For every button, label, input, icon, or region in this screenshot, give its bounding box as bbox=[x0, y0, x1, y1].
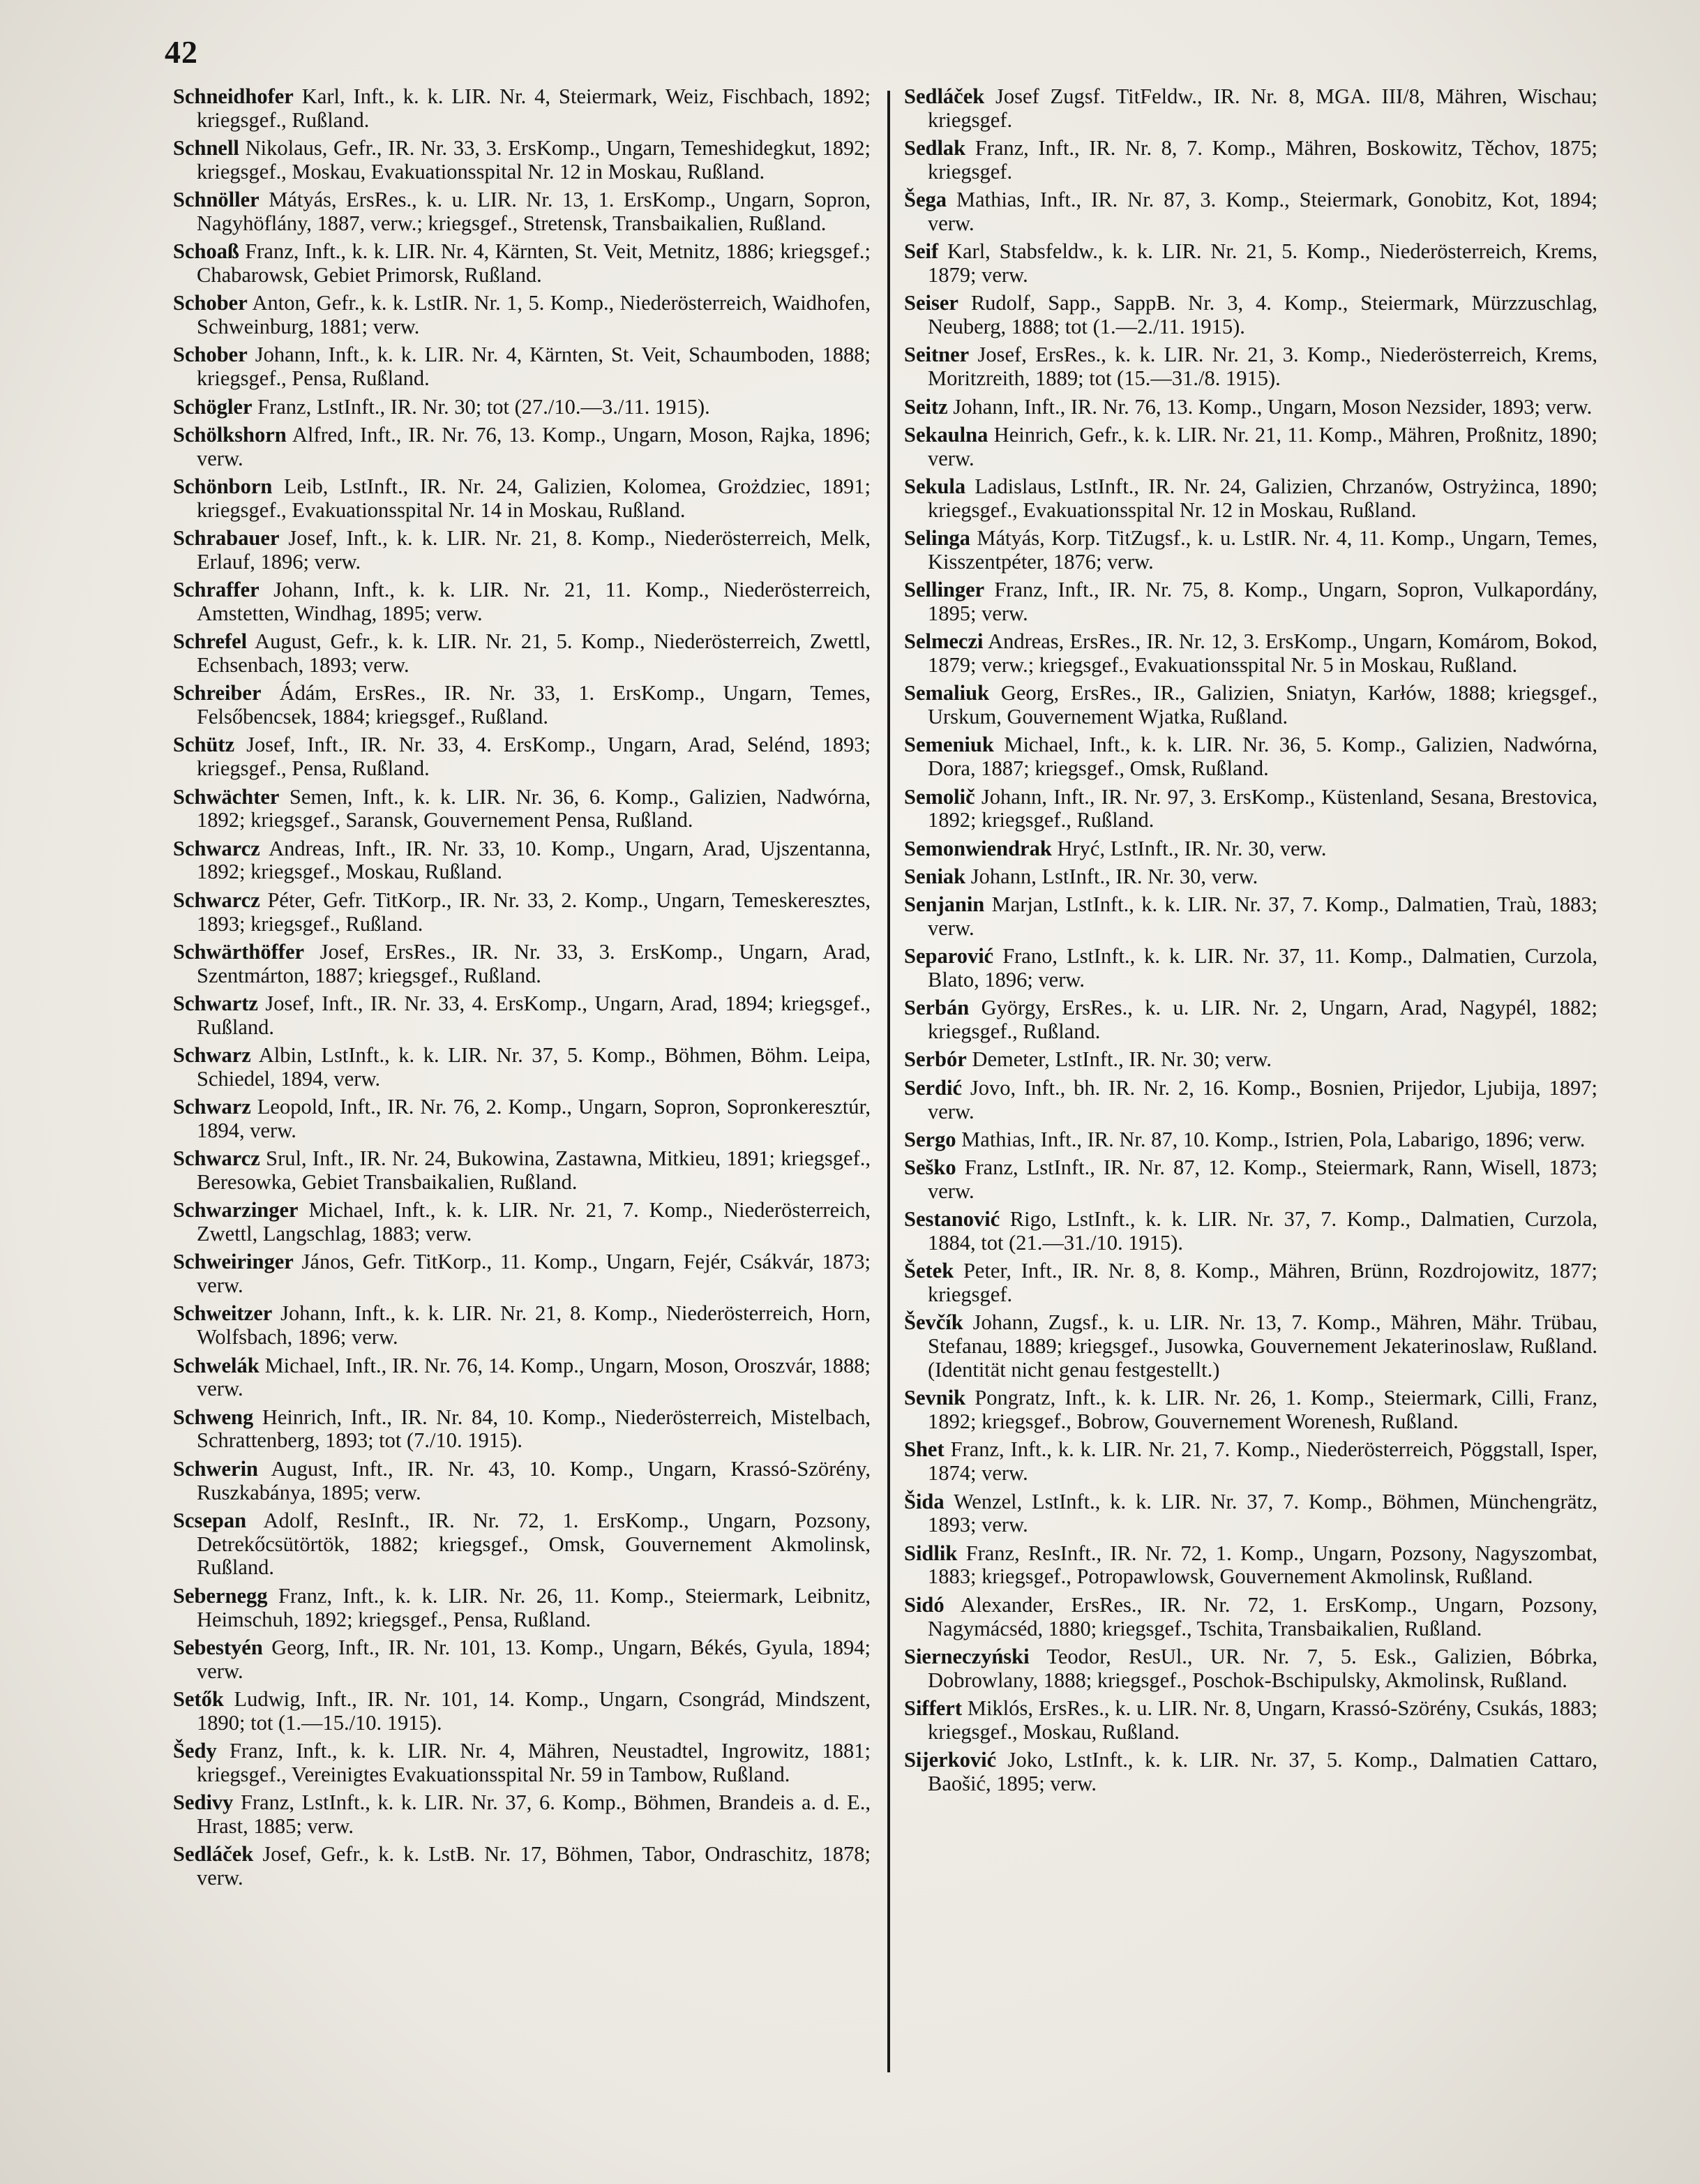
register-entry bbox=[173, 1354, 871, 1402]
register-entry bbox=[173, 1688, 871, 1735]
entry-surname: Separović bbox=[904, 944, 994, 968]
register-entry bbox=[904, 786, 1597, 833]
entry-surname: Serbán bbox=[904, 996, 970, 1020]
register-entry bbox=[173, 1095, 871, 1143]
register-entry bbox=[173, 475, 871, 523]
register-entry bbox=[904, 578, 1597, 626]
entry-details: Rudolf, Sapp., SappB. Nr. 3, 4. Komp., Steiermark, Mürzzuschlag, Neuberg, 1888; tot (1.—2./11. 1915). bbox=[928, 291, 1597, 339]
register-entry bbox=[173, 630, 871, 678]
entry-surname: Serbór bbox=[904, 1047, 967, 1072]
entry-details: August, Inft., IR. Nr. 43, 10. Komp., Ungarn, Krassó-Szörény, Ruszkabánya, 1895; verw. bbox=[197, 1456, 871, 1504]
register-entry bbox=[904, 837, 1597, 861]
entry-surname: Sedláček bbox=[904, 84, 985, 108]
register-entry bbox=[173, 527, 871, 574]
entry-surname: Schütz bbox=[173, 733, 235, 757]
register-entry bbox=[173, 1406, 871, 1453]
register-entry bbox=[173, 85, 871, 133]
entry-surname: Schönborn bbox=[173, 474, 273, 498]
entry-details: Franz, Inft., k. k. LIR. Nr. 26, 11. Komp., Steiermark, Leibnitz, Heimschuh, 1892; kriegsgef., Pensa, Rußland. bbox=[197, 1583, 871, 1631]
entry-details: Franz, Inft., IR. Nr. 8, 7. Komp., Mähren, Boskowitz, Těchov, 1875; kriegsgef. bbox=[928, 136, 1597, 184]
entry-surname: Setők bbox=[173, 1686, 224, 1711]
entry-surname: Schober bbox=[173, 291, 248, 315]
register-entry bbox=[173, 1585, 871, 1632]
register-entry bbox=[173, 733, 871, 781]
entry-surname: Selmeczi bbox=[904, 629, 984, 654]
register-entry bbox=[173, 1147, 871, 1195]
entry-details: Johann, Inft., IR. Nr. 76, 13. Komp., Ungarn, Moson Nezsider, 1893; verw. bbox=[947, 394, 1593, 419]
left-column bbox=[173, 85, 871, 1894]
entry-details: Josef, Gefr., k. k. LstB. Nr. 17, Böhmen, Tabor, Ondraschitz, 1878; verw. bbox=[197, 1842, 871, 1890]
entry-surname: Schölkshorn bbox=[173, 422, 287, 447]
entry-details: Michael, Inft., k. k. LIR. Nr. 21, 7. Komp., Niederösterreich, Zwettl, Langschlag, 1883; verw. bbox=[197, 1198, 871, 1246]
entry-surname: Schwarz bbox=[173, 1042, 251, 1067]
register-entry bbox=[173, 1250, 871, 1298]
register-entry bbox=[904, 1542, 1597, 1590]
entry-surname: Šega bbox=[904, 188, 947, 212]
register-entry bbox=[173, 1509, 871, 1580]
entry-surname: Schrefel bbox=[173, 629, 248, 654]
entry-details: Johann, Inft., k. k. LIR. Nr. 4, Kärnten, St. Veit, Schaumboden, 1888; kriegsgef., Pensa, Rußland. bbox=[197, 343, 871, 391]
entry-details: Franz, Inft., k. k. LIR. Nr. 21, 7. Komp., Niederösterreich, Pöggstall, Isper, 1874; verw. bbox=[928, 1437, 1597, 1486]
entry-details: Franz, LstInft., IR. Nr. 87, 12. Komp., Steiermark, Rann, Wisell, 1873; verw. bbox=[928, 1155, 1597, 1203]
register-entry bbox=[904, 137, 1597, 184]
entry-surname: Sestanović bbox=[904, 1207, 1000, 1232]
entry-surname: Senjanin bbox=[904, 892, 985, 917]
entry-details: Pongratz, Inft., k. k. LIR. Nr. 26, 1. Komp., Steiermark, Cilli, Franz, 1892; kriegsgef., Bobrow, Gouvernement Worenesh, Rußland. bbox=[928, 1386, 1597, 1434]
register-entry bbox=[173, 578, 871, 626]
entry-surname: Schraffer bbox=[173, 578, 259, 602]
register-entry bbox=[904, 475, 1597, 523]
register-entry bbox=[904, 527, 1597, 574]
entry-details: Ladislaus, LstInft., IR. Nr. 24, Galizien, Chrzanów, Ostryżinca, 1890; kriegsgef., Evakuationsspital Nr. 12 in Moskau, Rußland. bbox=[928, 474, 1597, 522]
register-entry bbox=[904, 1438, 1597, 1486]
entry-details: Frano, LstInft., k. k. LIR. Nr. 37, 11. Komp., Dalmatien, Curzola, Blato, 1896; verw. bbox=[928, 944, 1597, 992]
entry-surname: Sebernegg bbox=[173, 1583, 268, 1608]
register-entry bbox=[173, 1044, 871, 1091]
entry-details: János, Gefr. TitKorp., 11. Komp., Ungarn, Fejér, Csákvár, 1873; verw. bbox=[197, 1250, 871, 1298]
entry-surname: Seniak bbox=[904, 864, 966, 888]
register-entry bbox=[173, 786, 871, 833]
entry-details: Miklós, ErsRes., k. u. LIR. Nr. 8, Ungarn, Krassó-Szörény, Csukás, 1883; kriegsgef., Moskau, Rußland. bbox=[928, 1696, 1597, 1744]
entry-surname: Schwärthöffer bbox=[173, 939, 305, 964]
entry-surname: Sergo bbox=[904, 1127, 956, 1151]
register-entry bbox=[173, 240, 871, 287]
entry-details: Alexander, ErsRes., IR. Nr. 72, 1. ErsKomp., Ungarn, Pozsony, Nagymácséd, 1880; kriegsgef., Tschita, Transbaikalien, Rußland. bbox=[928, 1592, 1597, 1640]
page-number: 42 bbox=[165, 34, 198, 70]
entry-details: Johann, LstInft., IR. Nr. 30, verw. bbox=[965, 864, 1258, 888]
register-entry bbox=[904, 865, 1597, 889]
register-entry bbox=[904, 343, 1597, 391]
entry-surname: Sebestyén bbox=[173, 1635, 263, 1659]
entry-details: Josef, Inft., k. k. LIR. Nr. 21, 8. Komp., Niederösterreich, Melk, Erlauf, 1896; verw. bbox=[197, 526, 871, 574]
register-entry bbox=[904, 1128, 1597, 1152]
entry-details: Demeter, LstInft., IR. Nr. 30; verw. bbox=[966, 1047, 1272, 1072]
entry-surname: Schreiber bbox=[173, 681, 262, 705]
entry-details: Andreas, Inft., IR. Nr. 33, 10. Komp., Ungarn, Arad, Ujszentanna, 1892; kriegsgef., Moskau, Rußland. bbox=[197, 836, 871, 884]
register-entry bbox=[173, 188, 871, 236]
entry-surname: Šetek bbox=[904, 1259, 954, 1283]
entry-surname: Semeniuk bbox=[904, 733, 994, 757]
entry-details: Josef, ErsRes., IR. Nr. 33, 3. ErsKomp., Ungarn, Arad, Szentmárton, 1887; kriegsgef., Rußland. bbox=[197, 939, 871, 987]
entry-details: Georg, ErsRes., IR., Galizien, Sniatyn, Karłów, 1888; kriegsgef., Urskum, Gouvernement Wjatka, Rußland. bbox=[928, 681, 1597, 729]
entry-surname: Semonwiendrak bbox=[904, 836, 1052, 860]
entry-details: Mathias, Inft., IR. Nr. 87, 3. Komp., Steiermark, Gonobitz, Kot, 1894; verw. bbox=[928, 188, 1597, 235]
entry-surname: Schwarcz bbox=[173, 888, 260, 912]
register-entry bbox=[904, 996, 1597, 1044]
register-entry bbox=[173, 1199, 871, 1246]
register-entry bbox=[173, 1843, 871, 1890]
entry-details: Michael, Inft., IR. Nr. 76, 14. Komp., Ungarn, Moson, Oroszvár, 1888; verw. bbox=[197, 1353, 871, 1401]
entry-surname: Schwächter bbox=[173, 784, 280, 809]
entry-surname: Serdić bbox=[904, 1075, 963, 1100]
entry-details: Ludwig, Inft., IR. Nr. 101, 14. Komp., Ungarn, Csongrád, Mindszent, 1890; tot (1.—15./10. 1915). bbox=[197, 1686, 871, 1735]
entry-surname: Sedivy bbox=[173, 1790, 234, 1815]
entry-surname: Schögler bbox=[173, 394, 253, 419]
entry-details: Franz, Inft., k. k. LIR. Nr. 4, Mähren, Neustadtel, Ingrowitz, 1881; kriegsgef., Vereinigtes Evakuationsspital Nr. 59 in Tambow, Rußland. bbox=[197, 1739, 871, 1786]
register-entry bbox=[904, 1259, 1597, 1307]
register-entry bbox=[173, 1791, 871, 1839]
register-entry bbox=[173, 424, 871, 471]
entry-surname: Šedy bbox=[173, 1739, 217, 1763]
entry-details: Rigo, LstInft., k. k. LIR. Nr. 37, 7. Komp., Dalmatien, Curzola, 1884, tot (21.—31./10. 1915). bbox=[928, 1207, 1597, 1255]
right-column bbox=[904, 85, 1597, 1800]
register-entry bbox=[904, 733, 1597, 781]
entry-surname: Seško bbox=[904, 1155, 956, 1180]
entry-surname: Šida bbox=[904, 1489, 945, 1513]
column-divider bbox=[887, 91, 890, 2072]
entry-details: Adolf, ResInft., IR. Nr. 72, 1. ErsKomp., Ungarn, Pozsony, Detrekőcsütörtök, 1882; kriegsgef., Omsk, Gouvernement Akmolinsk, Rußland. bbox=[197, 1508, 871, 1580]
register-entry bbox=[904, 1048, 1597, 1072]
entry-surname: Schwelák bbox=[173, 1353, 259, 1377]
register-entry bbox=[904, 1208, 1597, 1255]
register-entry bbox=[904, 1077, 1597, 1124]
entry-surname: Schweiringer bbox=[173, 1250, 294, 1274]
register-entry bbox=[904, 188, 1597, 236]
entry-details: Hryć, LstInft., IR. Nr. 30, verw. bbox=[1051, 836, 1327, 860]
register-entry bbox=[173, 396, 871, 419]
entry-surname: Schoaß bbox=[173, 239, 239, 264]
entry-surname: Schweitzer bbox=[173, 1301, 273, 1326]
entry-details: Josef Zugsf. TitFeldw., IR. Nr. 8, MGA. III/8, Mähren, Wischau; kriegsgef. bbox=[928, 84, 1597, 132]
register-entry bbox=[173, 941, 871, 988]
entry-details: Teodor, ResUl., UR. Nr. 7, 5. Esk., Galizien, Bóbrka, Dobrowlany, 1888; kriegsgef., Poschok-Bschipulsky, Akmolinsk, Rußland. bbox=[928, 1644, 1597, 1692]
register-entry bbox=[904, 292, 1597, 339]
entry-surname: Semolič bbox=[904, 784, 975, 809]
entry-surname: Seiser bbox=[904, 291, 958, 315]
entry-surname: Sellinger bbox=[904, 578, 985, 602]
entry-details: Franz, LstInft., IR. Nr. 30; tot (27./10.—3./11. 1915). bbox=[252, 394, 710, 419]
register-entry bbox=[904, 1490, 1597, 1538]
entry-details: Andreas, ErsRes., IR. Nr. 12, 3. ErsKomp., Ungarn, Komárom, Bokod, 1879; verw.; kriegsgef., Evakuationsspital Nr. 5 in Moskau, Rußland. bbox=[928, 629, 1597, 678]
entry-surname: Seitz bbox=[904, 394, 948, 419]
entry-details: Josef, Inft., IR. Nr. 33, 4. ErsKomp., Ungarn, Arad, Selénd, 1893; kriegsgef., Pensa, Rußland. bbox=[197, 733, 871, 781]
entry-details: Georg, Inft., IR. Nr. 101, 13. Komp., Ungarn, Békés, Gyula, 1894; verw. bbox=[197, 1635, 871, 1683]
register-entry bbox=[173, 343, 871, 391]
entry-surname: Schnell bbox=[173, 136, 239, 160]
entry-details: Mátyás, ErsRes., k. u. LIR. Nr. 13, 1. ErsKomp., Ungarn, Sopron, Nagyhöflány, 1887, verw.; kriegsgef., Stretensk, Transbaikalien, Rußland. bbox=[197, 188, 871, 235]
register-entry bbox=[904, 85, 1597, 133]
entry-details: Mátyás, Korp. TitZugsf., k. u. LstIR. Nr. 4, 11. Komp., Ungarn, Temes, Kisszentpéter, 1876; verw. bbox=[928, 526, 1597, 574]
entry-details: Johann, Inft., k. k. LIR. Nr. 21, 11. Komp., Niederösterreich, Amstetten, Windhag, 1895; verw. bbox=[197, 578, 871, 625]
entry-details: Mathias, Inft., IR. Nr. 87, 10. Komp., Istrien, Pola, Labarigo, 1896; verw. bbox=[956, 1127, 1586, 1151]
register-entry bbox=[904, 424, 1597, 471]
entry-details: August, Gefr., k. k. LIR. Nr. 21, 5. Komp., Niederösterreich, Zwettl, Echsenbach, 1893; verw. bbox=[197, 629, 871, 678]
register-entry bbox=[904, 682, 1597, 729]
entry-details: Albin, LstInft., k. k. LIR. Nr. 37, 5. Komp., Böhmen, Böhm. Leipa, Schiedel, 1894, verw. bbox=[197, 1042, 871, 1091]
entry-details: Wenzel, LstInft., k. k. LIR. Nr. 37, 7. Komp., Böhmen, Münchengrätz, 1893; verw. bbox=[928, 1489, 1597, 1537]
entry-details: Alfred, Inft., IR. Nr. 76, 13. Komp., Ungarn, Moson, Rajka, 1896; verw. bbox=[197, 422, 871, 470]
entry-surname: Schwarzinger bbox=[173, 1198, 299, 1222]
register-entry bbox=[904, 1645, 1597, 1693]
entry-details: Jovo, Inft., bh. IR. Nr. 2, 16. Komp., Bosnien, Prijedor, Ljubija, 1897; verw. bbox=[928, 1075, 1597, 1123]
entry-surname: Sevnik bbox=[904, 1386, 966, 1410]
register-entry bbox=[173, 137, 871, 184]
register-entry bbox=[173, 1740, 871, 1787]
entry-surname: Ševčík bbox=[904, 1310, 963, 1335]
entry-details: Karl, Inft., k. k. LIR. Nr. 4, Steiermark, Weiz, Fischbach, 1892; kriegsgef., Rußland. bbox=[197, 84, 871, 132]
register-entry bbox=[904, 1311, 1597, 1382]
entry-surname: Schober bbox=[173, 343, 248, 367]
entry-surname: Schwerin bbox=[173, 1456, 258, 1481]
entry-surname: Schwarcz bbox=[173, 836, 260, 860]
register-entry bbox=[173, 837, 871, 885]
entry-surname: Schrabauer bbox=[173, 526, 280, 551]
entry-surname: Sedlak bbox=[904, 136, 966, 160]
entry-surname: Schwarcz bbox=[173, 1146, 260, 1171]
entry-surname: Schwarz bbox=[173, 1095, 251, 1119]
entry-details: Srul, Inft., IR. Nr. 24, Bukowina, Zastawna, Mitkieu, 1891; kriegsgef., Beresowka, Gebiet Transbaikalien, Rußland. bbox=[197, 1146, 871, 1194]
register-entry bbox=[173, 682, 871, 729]
entry-surname: Sedláček bbox=[173, 1842, 254, 1867]
register-entry bbox=[904, 396, 1597, 419]
entry-surname: Schneidhofer bbox=[173, 84, 294, 108]
entry-details: Semen, Inft., k. k. LIR. Nr. 36, 6. Komp., Galizien, Nadwórna, 1892; kriegsgef., Saransk, Gouvernement Pensa, Rußland. bbox=[197, 784, 871, 832]
entry-details: Leib, LstInft., IR. Nr. 24, Galizien, Kolomea, Grożdziec, 1891; kriegsgef., Evakuationsspital Nr. 14 in Moskau, Rußland. bbox=[197, 474, 871, 522]
register-entry bbox=[904, 893, 1597, 941]
entry-details: Karl, Stabsfeldw., k. k. LIR. Nr. 21, 5. Komp., Niederösterreich, Krems, 1879; verw. bbox=[928, 239, 1597, 287]
register-entry bbox=[173, 292, 871, 339]
entry-details: Anton, Gefr., k. k. LstIR. Nr. 1, 5. Komp., Niederösterreich, Waidhofen, Schweinburg, 1881; verw. bbox=[197, 291, 871, 339]
entry-surname: Sidlik bbox=[904, 1541, 958, 1565]
register-entry bbox=[904, 240, 1597, 287]
entry-surname: Sijerković bbox=[904, 1748, 997, 1772]
entry-surname: Sierneczyński bbox=[904, 1644, 1030, 1668]
entry-details: Marjan, LstInft., k. k. LIR. Nr. 37, 7. Komp., Dalmatien, Traù, 1883; verw. bbox=[928, 892, 1597, 940]
entry-details: Péter, Gefr. TitKorp., IR. Nr. 33, 2. Komp., Ungarn, Temeskeresztes, 1893; kriegsgef., Rußland. bbox=[197, 888, 871, 936]
entry-surname: Schnöller bbox=[173, 188, 259, 212]
register-entry bbox=[904, 1749, 1597, 1796]
register-entry bbox=[904, 1594, 1597, 1641]
register-entry bbox=[904, 1156, 1597, 1204]
entry-details: Michael, Inft., k. k. LIR. Nr. 36, 5. Komp., Galizien, Nadwórna, Dora, 1887; kriegsgef., Omsk, Rußland. bbox=[928, 733, 1597, 781]
register-entry bbox=[904, 1697, 1597, 1744]
entry-surname: Seif bbox=[904, 239, 939, 264]
entry-details: Joko, LstInft., k. k. LIR. Nr. 37, 5. Komp., Dalmatien Cattaro, Baošić, 1895; verw. bbox=[928, 1748, 1597, 1795]
entry-details: Heinrich, Inft., IR. Nr. 84, 10. Komp., Niederösterreich, Mistelbach, Schrattenberg, 1893; tot (7./10. 1915). bbox=[197, 1405, 871, 1453]
register-entry bbox=[904, 945, 1597, 992]
entry-details: Franz, ResInft., IR. Nr. 72, 1. Komp., Ungarn, Pozsony, Nagyszombat, 1883; kriegsgef., Potropawlowsk, Gouvernement Akmolinsk, Rußland. bbox=[928, 1541, 1597, 1589]
entry-details: Franz, Inft., k. k. LIR. Nr. 4, Kärnten, St. Veit, Metnitz, 1886; kriegsgef.; Chabarowsk, Gebiet Primorsk, Rußland. bbox=[197, 239, 871, 287]
entry-details: Johann, Inft., k. k. LIR. Nr. 21, 8. Komp., Niederösterreich, Horn, Wolfsbach, 1896; verw. bbox=[197, 1301, 871, 1349]
entry-surname: Scsepan bbox=[173, 1508, 247, 1532]
entry-surname: Sidó bbox=[904, 1592, 945, 1617]
register-entry bbox=[173, 1302, 871, 1349]
entry-surname: Seitner bbox=[904, 343, 970, 367]
register-entry bbox=[904, 1386, 1597, 1434]
register-entry bbox=[173, 1458, 871, 1505]
entry-details: Leopold, Inft., IR. Nr. 76, 2. Komp., Ungarn, Sopron, Sopronkeresztúr, 1894, verw. bbox=[197, 1095, 871, 1142]
entry-surname: Shet bbox=[904, 1437, 945, 1462]
entry-surname: Schwartz bbox=[173, 991, 258, 1015]
entry-surname: Sekaulna bbox=[904, 422, 988, 447]
entry-details: Johann, Inft., IR. Nr. 97, 3. ErsKomp., Küstenland, Sesana, Brestovica, 1892; kriegsgef., Rußland. bbox=[928, 784, 1597, 832]
entry-details: Heinrich, Gefr., k. k. LIR. Nr. 21, 11. Komp., Mähren, Proßnitz, 1890; verw. bbox=[928, 422, 1597, 470]
entry-surname: Selinga bbox=[904, 526, 970, 551]
entry-surname: Siffert bbox=[904, 1696, 962, 1720]
entry-details: Josef, Inft., IR. Nr. 33, 4. ErsKomp., Ungarn, Arad, 1894; kriegsgef., Rußland. bbox=[197, 991, 871, 1039]
entry-details: Franz, LstInft., k. k. LIR. Nr. 37, 6. Komp., Böhmen, Brandeis a. d. E., Hrast, 1885; verw. bbox=[197, 1790, 871, 1838]
entry-surname: Semaliuk bbox=[904, 681, 990, 705]
register-entry bbox=[173, 992, 871, 1040]
register-entry bbox=[904, 630, 1597, 678]
entry-details: Franz, Inft., IR. Nr. 75, 8. Komp., Ungarn, Sopron, Vulkapordány, 1895; verw. bbox=[928, 578, 1597, 625]
entry-details: Peter, Inft., IR. Nr. 8, 8. Komp., Mähren, Brünn, Rozdrojowitz, 1877; kriegsgef. bbox=[928, 1259, 1597, 1307]
entry-details: Josef, ErsRes., k. k. LIR. Nr. 21, 3. Komp., Niederösterreich, Krems, Moritzreith, 1889; tot (15.—31./8. 1915). bbox=[928, 343, 1597, 391]
entry-details: Ádám, ErsRes., IR. Nr. 33, 1. ErsKomp., Ungarn, Temes, Felsőbencsek, 1884; kriegsgef., Rußland. bbox=[197, 681, 871, 729]
register-entry bbox=[173, 889, 871, 936]
entry-details: Johann, Zugsf., k. u. LIR. Nr. 13, 7. Komp., Mähren, Mähr. Trübau, Stefanau, 1889; kriegsgef., Jusowka, Gouvernement Jekaterinoslaw, Rußland. (Identität nicht genau festgestellt.) bbox=[928, 1310, 1597, 1382]
register-entry bbox=[173, 1636, 871, 1684]
entry-surname: Schweng bbox=[173, 1405, 254, 1429]
entry-details: György, ErsRes., k. u. LIR. Nr. 2, Ungarn, Arad, Nagypél, 1882; kriegsgef., Rußland. bbox=[928, 996, 1597, 1044]
entry-details: Nikolaus, Gefr., IR. Nr. 33, 3. ErsKomp., Ungarn, Temeshidegkut, 1892; kriegsgef., Moskau, Evakuationsspital Nr. 12 in Moskau, Rußland. bbox=[197, 136, 871, 184]
entry-surname: Sekula bbox=[904, 474, 966, 498]
